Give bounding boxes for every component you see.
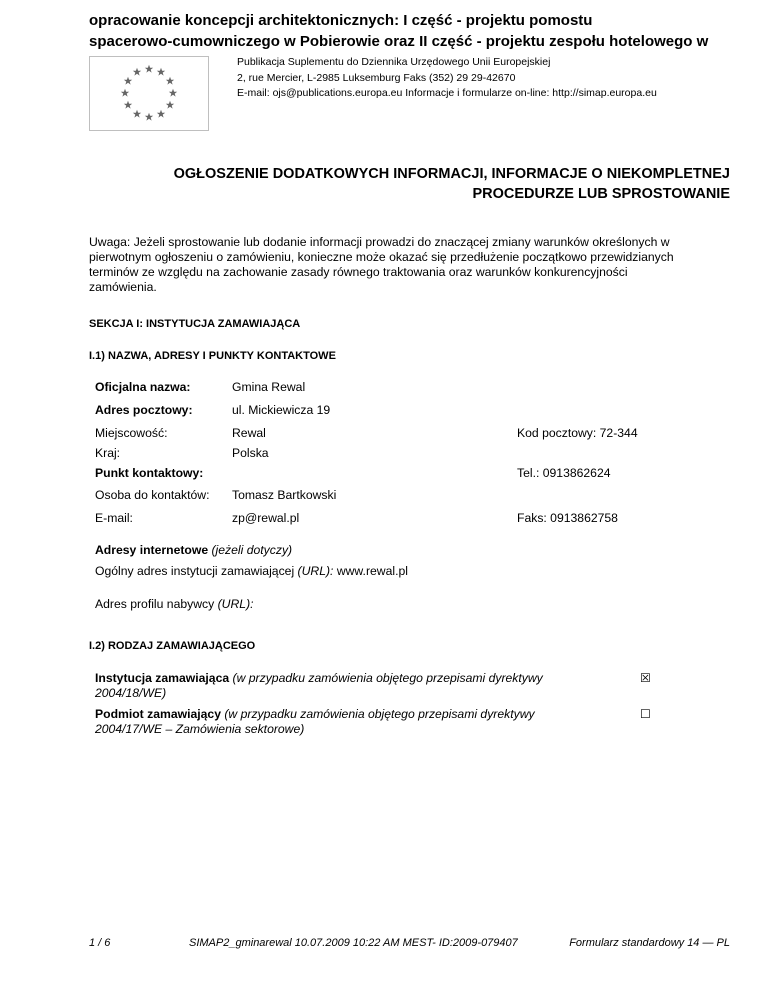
internet-addresses-heading [95, 543, 292, 558]
internet-heading-label: Adresy internetowe [95, 543, 209, 557]
fax-number: Faks: 0913862758 [517, 511, 618, 525]
warning-line: Uwaga: Jeżeli sprostowanie lub dodanie informacji prowadzi do znaczącej zmiany warunków określonych w [89, 235, 670, 249]
postal-address-label: Adres pocztowy: [95, 403, 193, 417]
postal-code: Kod pocztowy: 72-344 [517, 426, 638, 440]
email-value: zp@rewal.pl [232, 511, 300, 525]
contact-point-label: Punkt kontaktowy: [95, 466, 204, 480]
publication-line-2: 2, rue Mercier, L-2985 Luksemburg Faks (352) 29 29-42670 [237, 71, 516, 84]
publication-line-1: Publikacja Suplementu do Dziennika Urzędowego Unii Europejskiej [237, 56, 551, 68]
document-title-line-1: opracowanie koncepcji architektonicznych: I część - projektu pomostu [89, 12, 593, 29]
warning-line: pierwotnym ogłoszeniu o zamówieniu, konieczne może okazać się przedłużenie początkowo przewidzianych [89, 250, 674, 264]
eu-flag-logo [89, 56, 209, 131]
buyer-profile-label: Adres profilu nabywcy [95, 597, 215, 611]
postal-address-value: ul. Mickiewicza 19 [232, 403, 331, 417]
entity-type-note: (w przypadku zamówienia objętego przepisami dyrektywy [224, 707, 535, 721]
entity-type-label: Podmiot zamawiający [95, 707, 221, 721]
document-title-line-2: spacerowo-cumowniczego w Pobierowie oraz II część - projektu zespołu hotelowego w [89, 33, 709, 50]
main-heading [174, 164, 730, 204]
document-title [89, 10, 749, 52]
general-address-row [95, 564, 408, 579]
eu-stars-icon [90, 57, 208, 130]
entity-type-note-cont: 2004/17/WE – Zamówienia sektorowe) [95, 722, 305, 736]
contact-person-label: Osoba do kontaktów: [95, 488, 210, 502]
authority-type-note: (w przypadku zamówienia objętego przepisami dyrektywy [232, 671, 543, 685]
warning-line: terminów ze względu na zachowanie zasady równego traktowania oraz warunków konkurencyjności [89, 265, 628, 279]
authority-type-checkbox-checked[interactable]: ☒ [640, 671, 651, 685]
official-name-label: Oficjalna nazwa: [95, 380, 191, 394]
footer-reference: SIMAP2_gminarewal 10.07.2009 10:22 AM MEST- ID:2009-079407 [189, 937, 518, 949]
main-heading-line-2: PROCEDURZE LUB SPROSTOWANIE [472, 186, 730, 202]
phone-number: Tel.: 0913862624 [517, 466, 611, 480]
entity-type-checkbox-unchecked[interactable]: ☐ [640, 707, 651, 721]
subsection-title-i1: I.1) NAZWA, ADRESY I PUNKTY KONTAKTOWE [89, 350, 336, 362]
country-label: Kraj: [95, 446, 121, 460]
internet-heading-note: (jeżeli dotyczy) [211, 543, 293, 557]
warning-note [89, 235, 729, 295]
publication-line-3: E-mail: ojs@publications.europa.eu Informacje i formularze on-line: http://simap.europa.eu [237, 87, 657, 99]
contact-person-value: Tomasz Bartkowski [232, 488, 337, 502]
authority-type-option [95, 671, 595, 701]
main-heading-line-1: OGŁOSZENIE DODATKOWYCH INFORMACJI, INFORMACJE O NIEKOMPLETNEJ [173, 166, 730, 182]
city-value: Rewal [232, 426, 266, 440]
buyer-profile-row [95, 597, 254, 612]
general-address-label: Ogólny adres instytucji zamawiającej [95, 564, 295, 578]
warning-line: zamówienia. [89, 280, 157, 294]
publication-info [237, 55, 657, 102]
subsection-title-i2: I.2) RODZAJ ZAMAWIAJĄCEGO [89, 640, 256, 652]
general-address-url-note: (URL): [297, 564, 334, 578]
official-name-value: Gmina Rewal [232, 380, 306, 394]
entity-type-option [95, 707, 595, 737]
country-value: Polska [232, 446, 269, 460]
footer-page-number: 1 / 6 [89, 937, 111, 949]
footer-form-name: Formularz standardowy 14 — PL [569, 937, 730, 949]
city-label: Miejscowość: [95, 426, 168, 440]
authority-type-label: Instytucja zamawiająca [95, 671, 230, 685]
general-address-value: www.rewal.pl [336, 564, 408, 578]
authority-type-note-cont: 2004/18/WE) [95, 686, 167, 700]
section-title: SEKCJA I: INSTYTUCJA ZAMAWIAJĄCA [89, 318, 301, 330]
buyer-profile-url-note: (URL): [217, 597, 254, 611]
email-label: E-mail: [95, 511, 133, 525]
